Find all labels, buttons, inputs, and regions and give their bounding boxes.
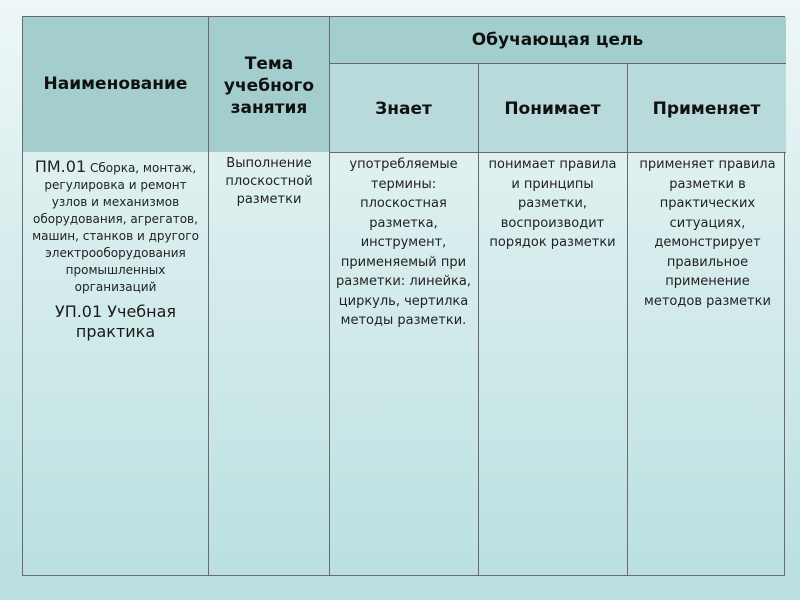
objectives-table — [22, 16, 785, 576]
cell-knows: употребляемые термины: плоскостная разметка, инструмент, применяемый при разметки: линейка, циркуль, чертилка методы разметки. — [336, 157, 471, 328]
col-divider-1 — [208, 17, 209, 575]
cell-topic: Выполнение плоскостной разметки — [225, 156, 313, 207]
module-code: ПМ.01 — [34, 157, 87, 176]
goal-divider — [329, 63, 786, 64]
header-goal: Обучающая цель — [471, 30, 644, 50]
header-applies: Применяет — [652, 99, 761, 119]
cell-understands: понимает правила и принципы разметки, воспроизводит порядок разметки — [488, 157, 617, 250]
practice-title: УП.01 Учебная практика — [54, 302, 177, 341]
header-understands: Понимает — [504, 99, 601, 119]
col-divider-4 — [627, 63, 628, 575]
header-divider — [329, 152, 786, 153]
cell-applies: применяет правила разметки в практических ситуациях, демонстрирует правильное применение методов разметки — [639, 157, 776, 309]
header-name: Наименование — [43, 74, 188, 94]
col-divider-3 — [478, 63, 479, 575]
module-title: Сборка, монтаж, регулировка и ремонт узлов и механизмов оборудования, агрегатов, машин, станков и другого электрооборудования промышленных организаций — [32, 161, 199, 294]
cell-name — [29, 157, 202, 342]
header-knows: Знает — [375, 99, 432, 119]
header-topic: Тема учебного занятия — [223, 54, 315, 118]
